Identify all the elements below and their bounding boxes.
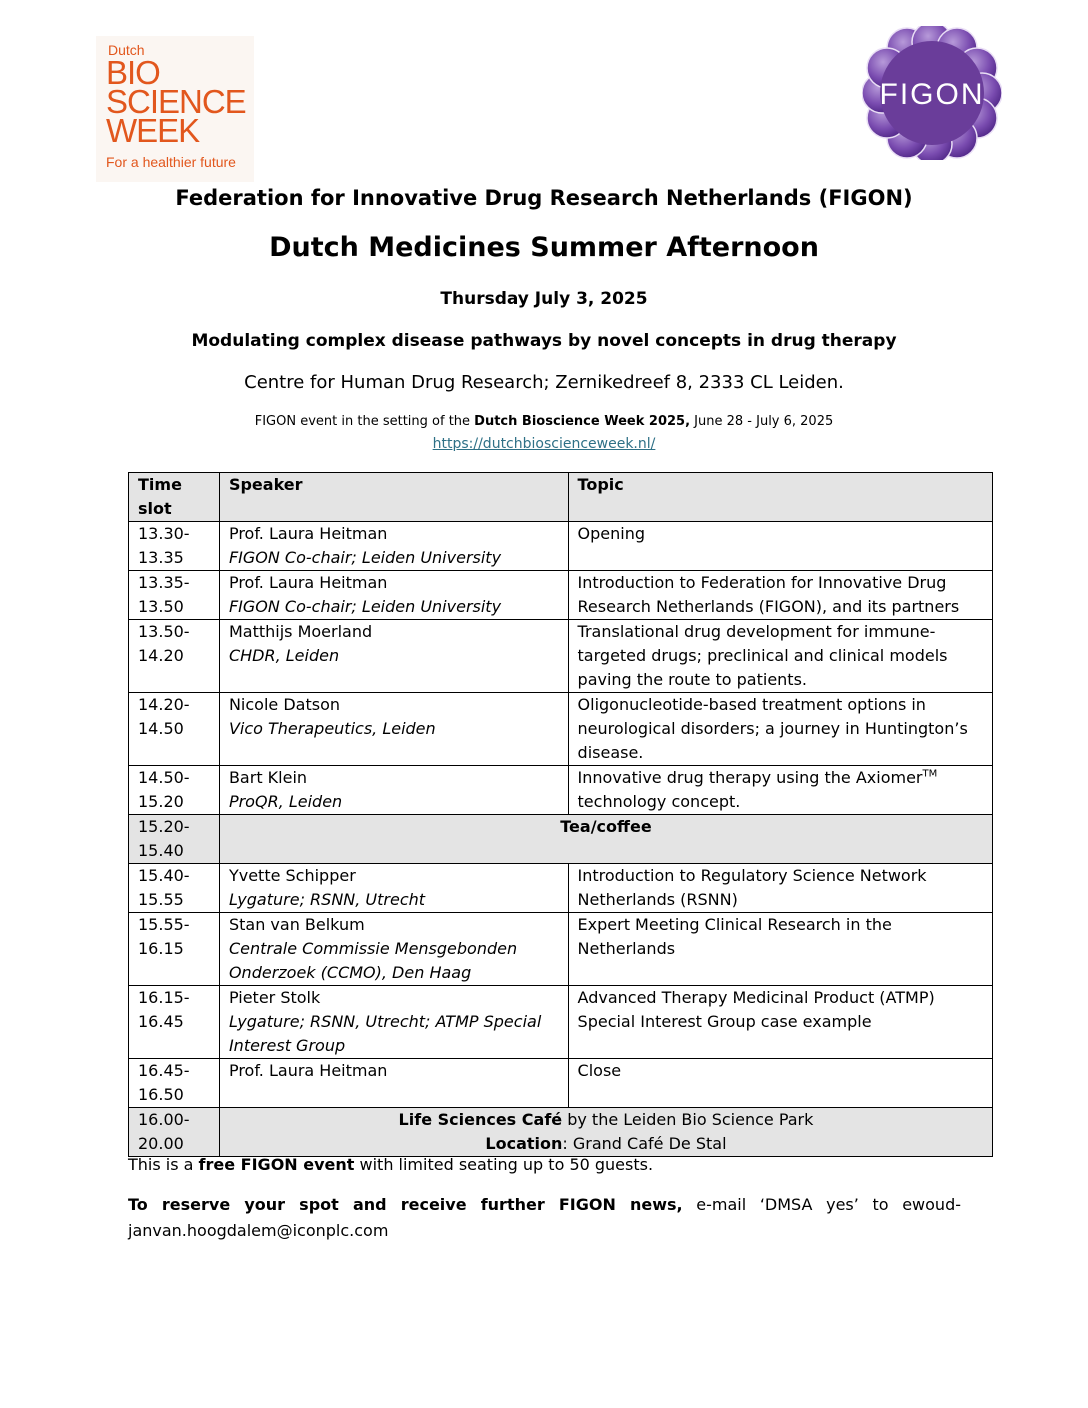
speaker-affiliation: ProQR, Leiden [228,792,343,811]
figon-logo-text: FIGON [879,78,985,111]
speaker-cell [219,620,568,693]
speaker-cell [219,693,568,766]
location-label: Location [485,1134,563,1153]
event-venue: Centre for Human Drug Research; Zernikedreef 8, 2333 CL Leiden. [244,372,844,393]
speaker-cell [219,522,568,571]
note-post: with limited seating up to 50 guests. [354,1155,654,1174]
speaker-name: Matthijs Moerland [228,622,373,641]
program-table [128,472,993,1157]
note-pre: This is a [128,1155,199,1174]
topic-cell: Opening [568,522,992,571]
speaker-name: Prof. Laura Heitman [228,1061,388,1080]
table-row [129,864,993,913]
organisation-title: Federation for Innovative Drug Research Netherlands (FIGON) [175,186,913,210]
speaker-affiliation: FIGON Co-chair; Leiden University [228,548,502,567]
topic-text-end: technology concept. [577,792,741,811]
cafe-row [129,1108,993,1157]
time-cell: 15.20-15.40 [129,815,220,864]
logo-line-dutch: Dutch [108,42,145,58]
speaker-affiliation: Vico Therapeutics, Leiden [228,719,436,738]
speaker-cell [219,913,568,986]
speaker-affiliation: FIGON Co-chair; Leiden University [228,597,502,616]
logo-line-bio: BIO [106,54,160,91]
bioscience-week-link[interactable]: https://dutchbioscienceweek.nl/ [432,436,656,452]
speaker-cell [219,1059,568,1108]
speaker-name: Prof. Laura Heitman [228,573,388,592]
event-title: Dutch Medicines Summer Afternoon [269,232,819,263]
time-cell: 14.20-14.50 [129,693,220,766]
topic-cell: Translational drug development for immune-targeted drugs; preclinical and clinical models paving the route to patients. [568,620,992,693]
speaker-affiliation: Lygature; RSNN, Utrecht; ATMP Special Interest Group [228,1012,542,1055]
event-setting [0,414,1088,429]
speaker-name: Yvette Schipper [228,866,356,885]
speaker-name: Prof. Laura Heitman [228,524,388,543]
cafe-cell [219,1108,992,1157]
table-row [129,766,993,815]
speaker-affiliation: Lygature; RSNN, Utrecht [228,890,426,909]
table-row [129,986,993,1059]
setting-prefix: FIGON event in the setting of the [254,414,475,429]
topic-cell: Introduction to Federation for Innovative Drug Research Netherlands (FIGON), and its partners [568,571,992,620]
speaker-affiliation: CHDR, Leiden [228,646,340,665]
time-cell: 15.55-16.15 [129,913,220,986]
time-cell: 15.40-15.55 [129,864,220,913]
time-cell: 16.00-20.00 [129,1108,220,1157]
header-speaker: Speaker [219,473,568,522]
time-cell: 13.50-14.20 [129,620,220,693]
speaker-cell [219,571,568,620]
table-row [129,571,993,620]
time-cell: 14.50-15.20 [129,766,220,815]
speaker-cell [219,864,568,913]
trademark-sup: TM [922,768,938,780]
location-value: : Grand Café De Stal [562,1134,727,1153]
time-cell: 13.30-13.35 [129,522,220,571]
time-cell: 16.45-16.50 [129,1059,220,1108]
time-cell: 13.35-13.50 [129,571,220,620]
table-row [129,522,993,571]
table-row [129,913,993,986]
reserve-bold: To reserve your spot and receive further FIGON news, [128,1195,683,1214]
topic-cell: Oligonucleotide-based treatment options in neurological disorders; a journey in Huntington’s disease. [568,693,992,766]
table-header-row [129,473,993,522]
topic-text: Innovative drug therapy using the Axiomer [577,768,923,787]
logo-line-week: WEEK [106,112,200,149]
topic-cell: Advanced Therapy Medicinal Product (ATMP) Special Interest Group case example [568,986,992,1059]
speaker-name: Nicole Datson [228,695,340,714]
reservation-instructions [128,1192,961,1244]
speaker-name: Bart Klein [228,768,308,787]
header-topic: Topic [568,473,992,522]
logo-line-science: SCIENCE [106,83,246,120]
speaker-cell [219,986,568,1059]
figon-logo [862,26,1002,160]
reserve-email-text[interactable]: e-mail ‘DMSA yes’ to ewoud-janvan.hoogdalem@iconplc.com [128,1195,962,1240]
logo-tagline: For a healthier future [106,154,236,170]
cafe-name: Life Sciences Café [398,1110,563,1129]
speaker-name: Pieter Stolk [228,988,321,1007]
time-cell: 16.15-16.45 [129,986,220,1059]
table-row [129,620,993,693]
topic-cell: Close [568,1059,992,1108]
table-row [129,1059,993,1108]
event-date: Thursday July 3, 2025 [440,289,648,309]
dutch-bioscience-week-logo [96,36,254,182]
speaker-affiliation: Centrale Commissie Mensgebonden Onderzoek (CCMO), Den Haag [228,939,518,982]
topic-cell: Introduction to Regulatory Science Network Netherlands (RSNN) [568,864,992,913]
speaker-name: Stan van Belkum [228,915,365,934]
cafe-host: by the Leiden Bio Science Park [562,1110,814,1129]
topic-cell: Expert Meeting Clinical Research in the Netherlands [568,913,992,986]
header-time: Time slot [129,473,220,522]
free-event-note [128,1153,968,1177]
topic-cell [568,766,992,815]
setting-bold: Dutch Bioscience Week 2025, [474,414,691,429]
note-bold: free FIGON event [198,1155,355,1174]
table-row [129,693,993,766]
event-theme: Modulating complex disease pathways by novel concepts in drug therapy [191,331,897,351]
setting-suffix: June 28 - July 6, 2025 [690,414,834,429]
break-label: Tea/coffee [219,815,992,864]
speaker-cell [219,766,568,815]
break-row [129,815,993,864]
